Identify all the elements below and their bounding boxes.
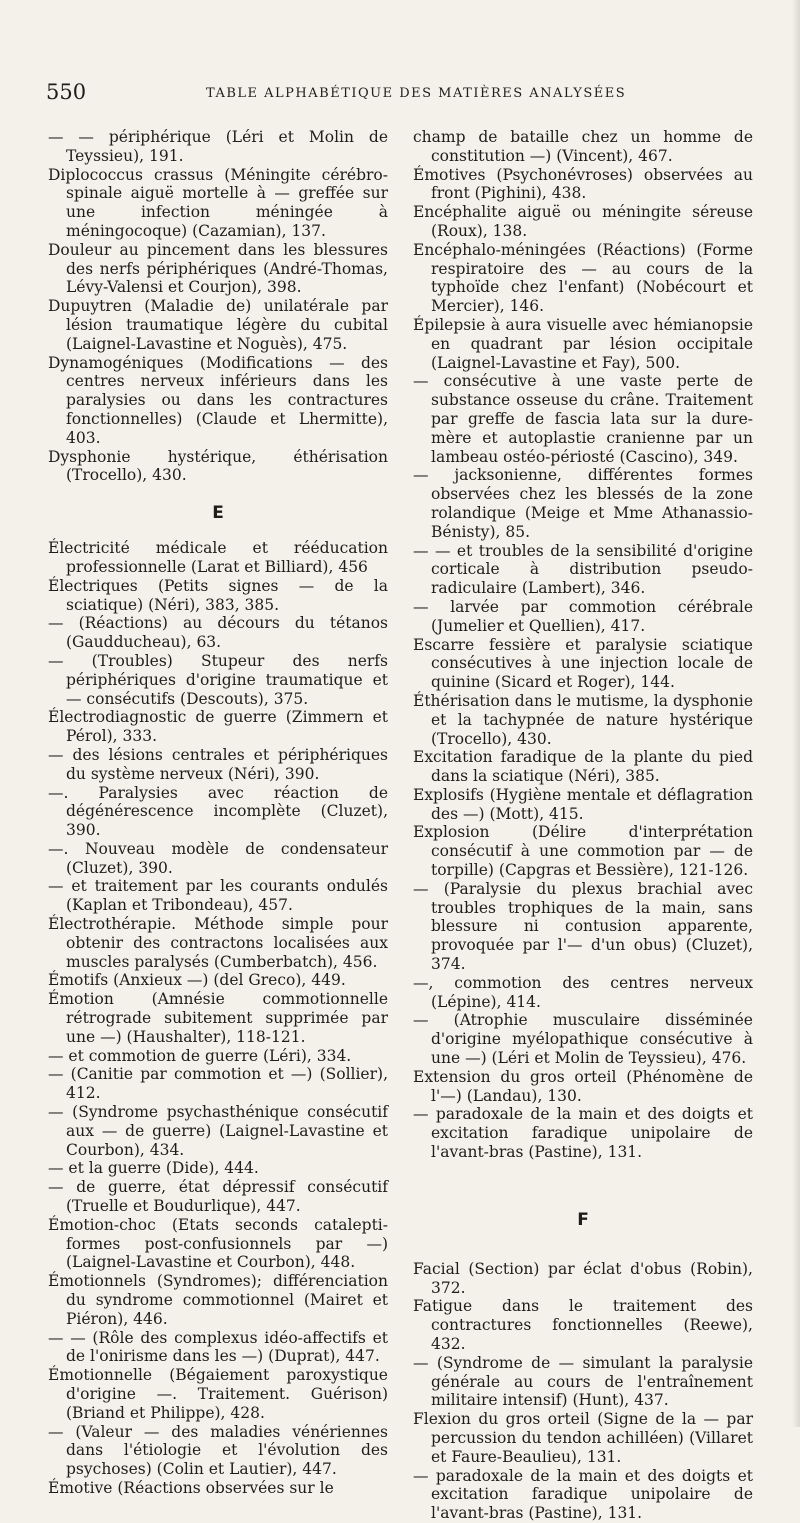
index-entry: Fatigue dans le traitement des contractures fonctionnelles (Reewe), 432. — [413, 1297, 753, 1354]
index-entry: — — périphérique (Léri et Molin de Teyssieu), 191. — [48, 128, 388, 165]
index-entry: — (Syndrome de — simulant la paralysie générale au cours de l'entraînement militaire intensif) (Hunt), 437. — [413, 1353, 753, 1410]
index-entry: champ de bataille chez un homme de constitution —) (Vincent), 467. — [413, 128, 753, 165]
index-entry: — consécutive à une vaste perte de substance osseuse du crâne. Traitement par greffe de fascia lata sur la dure-mère et autoplastie cranienne par un lambeau ostéo-périosté (Cascino), 349. — [413, 372, 753, 466]
index-entry: Dysphonie hystérique, éthérisation (Trocello), 430. — [48, 447, 388, 485]
index-entry: — et la guerre (Dide), 444. — [48, 1159, 259, 1178]
index-entry: — — et troubles de la sensibilité d'origine corticale à distribution pseudo-radiculaire (Lambert), 346. — [413, 541, 753, 598]
index-entry: Douleur au pincement dans les blessures des nerfs périphériques (André-Thomas, Lévy-Valensi et Courjon), 398. — [48, 240, 388, 297]
page-number: 550 — [46, 80, 87, 104]
index-entry: Électriques (Petits signes — de la sciatique) (Néri), 383, 385. — [48, 576, 388, 614]
index-entry: Excitation faradique de la plante du pied dans la sciatique (Néri), 385. — [413, 748, 753, 786]
index-entry: — et traitement par les courants ondulés (Kaplan et Tribondeau), 457. — [48, 877, 388, 915]
index-entry: — et commotion de guerre (Léri), 334. — [48, 1046, 352, 1065]
index-column-left — [48, 128, 388, 1498]
index-entry: — jacksonienne, différentes formes observées chez les blessés de la zone rolandique (Meige et Mme Athanassio-Bénisty), 85. — [413, 466, 753, 541]
index-entry: — (Atrophie musculaire disséminée d'origine myélopathique consécutive à une —) (Léri et Molin de Teyssieu), 476. — [413, 1011, 753, 1068]
index-entry: Dynamogéniques (Modifications — des centres nerveux inférieurs dans les paralysies ou dans les contractures fonctionnelles) (Claude et Lhermitte), 403. — [48, 353, 388, 447]
index-entry: — des lésions centrales et périphériques du système nerveux (Néri), 390. — [48, 745, 388, 783]
running-title: TABLE ALPHABÉTIQUE DES MATIÈRES ANALYSÉES — [206, 86, 627, 101]
index-entry: — (Valeur — des maladies vénériennes dans l'étiologie et l'évolution des psychoses) (Colin et Lautier), 447. — [48, 1422, 388, 1479]
index-entry: Émotionnelle (Bégaiement paroxystique d'origine —. Traitement. Guérison) (Briand et Philippe), 428. — [48, 1366, 388, 1422]
index-column-right — [413, 128, 753, 1523]
index-entry: Encéphalite aiguë ou méningite séreuse (Roux), 138. — [413, 203, 753, 240]
index-entry: Émotionnels (Syndromes); différenciation du syndrome commotionnel (Mairet et Piéron), 446. — [48, 1272, 388, 1328]
index-entry: — paradoxale de la main et des doigts et excitation faradique unipolaire de l'avant-bras (Pastine), 131. — [413, 1105, 753, 1162]
section-letter-f: F — [577, 1209, 589, 1230]
index-entry: —. Paralysies avec réaction de dégénérescence incomplète (Cluzet), 390. — [48, 783, 388, 840]
index-entry: — (Canitie par commotion et —) (Sollier), 412. — [48, 1065, 388, 1103]
index-entry: — (Troubles) Stupeur des nerfs périphériques d'origine traumatique et — consécutifs (Descouts), 375. — [48, 651, 388, 708]
index-entry: — (Paralysie du plexus brachial avec troubles trophiques de la main, sans blessure ni contusion apparente, provoquée par l'— d'un obus) (Cluzet), 374. — [413, 879, 753, 974]
page-edge-shadow — [792, 0, 800, 1427]
index-entry: Émotifs (Anxieux —) (del Greco), 449. — [48, 971, 346, 990]
index-entry: — de guerre, état dépressif consécutif (Truelle et Boudurlique), 447. — [48, 1178, 388, 1216]
index-entry: Électricité médicale et rééducation professionnelle (Larat et Billiard), 456 — [48, 539, 388, 576]
index-entry: Épilepsie à aura visuelle avec hémianopsie en quadrant par lésion occipitale (Laignel-Lavastine et Fay), 500. — [413, 315, 753, 372]
index-entry: — paradoxale de la main et des doigts et excitation faradique unipolaire de l'avant-bras (Pastine), 131. — [413, 1466, 753, 1523]
index-entry: —. Nouveau modèle de condensateur (Cluzet), 390. — [48, 839, 388, 877]
section-letter-e: E — [212, 503, 224, 524]
index-entry: Encéphalo-méningées (Réactions) (Forme respiratoire des — au cours de la typhoïde chez l'enfant) (Nobécourt et Mercier), 146. — [413, 240, 753, 316]
index-entry: Éthérisation dans le mutisme, la dysphonie et la tachypnée de nature hystérique (Trocello), 430. — [413, 691, 753, 748]
index-entry: Émotive (Réactions observées sur le — [48, 1478, 334, 1497]
index-entry: — (Syndrome psychasthénique consécutif aux — de guerre) (Laignel-Lavastine et Courbon), 434. — [48, 1103, 388, 1159]
index-entry: Émotion (Amnésie commotionnelle rétrograde subitement supprimée par une —) (Haushalter), 118-121. — [48, 990, 388, 1046]
index-entry: Escarre fessière et paralysie sciatique consécutives à une injection locale de quinine (Sicard et Roger), 144. — [413, 635, 753, 692]
index-entry: Diplococcus crassus (Méningite cérébro-spinale aiguë mortelle à — greffée sur une infection méningée à méningocoque) (Cazamian), 137. — [48, 165, 388, 240]
index-entry: Dupuytren (Maladie de) unilatérale par lésion traumatique légère du cubital (Laignel-Lavastine et Noguès), 475. — [48, 297, 388, 353]
index-entry: Facial (Section) par éclat d'obus (Robin), 372. — [413, 1259, 753, 1297]
running-head — [46, 80, 766, 108]
index-entry: Émotion-choc (Etats seconds catalepti-formes post-confusionnels par —) (Laignel-Lavastine et Courbon), 448. — [48, 1215, 388, 1272]
index-entry: Explosion (Délire d'interprétation consécutif à une commotion par — de torpille) (Capgras et Bessière), 121-126. — [413, 823, 753, 880]
index-entry: Électrodiagnostic de guerre (Zimmern et Pérol), 333. — [48, 708, 388, 746]
index-entry: Extension du gros orteil (Phénomène de l'—) (Landau), 130. — [413, 1067, 753, 1105]
index-entry: Électrothérapie. Méthode simple pour obtenir des contractons localisées aux muscles paralysés (Cumberbatch), 456. — [48, 915, 388, 971]
index-entry: — larvée par commotion cérébrale (Jumelier et Quellien), 417. — [413, 597, 753, 635]
index-entry: —, commotion des centres nerveux (Lépine), 414. — [413, 973, 753, 1011]
index-entry: Flexion du gros orteil (Signe de la — par percussion du tendon achilléen) (Villaret et Faure-Beaulieu), 131. — [413, 1410, 753, 1466]
index-entry: Émotives (Psychonévroses) observées au front (Pighini), 438. — [413, 165, 753, 203]
index-entry: — — (Rôle des complexus idéo-affectifs et de l'onirisme dans les —) (Duprat), 447. — [48, 1328, 388, 1366]
index-entry: — (Réactions) au décours du tétanos (Gaudducheau), 63. — [48, 614, 388, 652]
index-entry: Explosifs (Hygiène mentale et déflagration des —) (Mott), 415. — [413, 785, 753, 823]
